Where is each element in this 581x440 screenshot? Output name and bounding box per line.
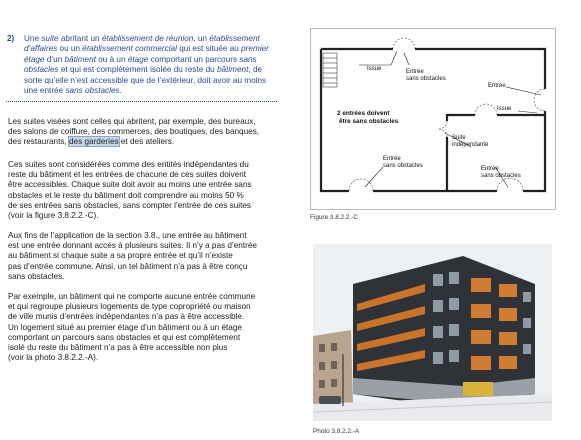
label-entree-bl-1: Entrée [383, 156, 401, 162]
building-photo [313, 244, 552, 421]
callout-text [24, 34, 276, 96]
building-photo-image [313, 244, 552, 421]
text-line: Par exemple, un bâtiment qui ne comporte aucune entrée commune [8, 292, 256, 301]
label-suite-1: Suite [452, 135, 466, 141]
emphasized-term: bâtiment [64, 54, 96, 64]
text-line: (voir la figure 3.8.2.2.-C). [8, 211, 99, 221]
text-line: être accessibles. Chaque suite doit avoir au moins une entrée sans [8, 180, 252, 190]
emphasized-term: bâtiment [216, 65, 249, 75]
selected-text[interactable]: des garderies [68, 137, 119, 147]
text-span: ou un [57, 44, 83, 54]
text-span: , de sorte qu’elle n’est accessible que de l’extérieur, doit avoir au moins une entrée [24, 65, 267, 96]
label-entree-br-1: Entrée [481, 166, 499, 172]
floor-plan-diagram [311, 29, 555, 209]
text-line: est une entrée donnant accès à plusieurs suites. Il n’y a pas d’entrée [8, 241, 257, 251]
label-issue-top: Issue [367, 66, 382, 72]
emphasized-term: sans obstacles [24, 54, 257, 75]
label-entree-top-1: Entrée [406, 69, 424, 75]
text-line: reste du bâtiment et les entrées de chacune de ces suites doivent [8, 170, 247, 180]
text-line: isolé du reste du bâtiment n’a pas à être accessible non plus [8, 343, 228, 353]
text-span: abritant un [58, 34, 102, 43]
emphasized-term: établissement commercial [82, 44, 177, 54]
paragraph-2 [8, 160, 276, 221]
paragraph-3 [8, 231, 276, 282]
paragraph-1 [8, 117, 276, 148]
text-line: (voir la photo 3.8.2.2.-A). [8, 353, 99, 363]
figure-caption: Figure 3.8.2.2.-C [310, 214, 358, 221]
text-line: Ces suites sont considérées comme des entités indépendantes du [8, 160, 249, 169]
text-line [8, 137, 276, 147]
label-entree-br-2: sans obstacles [481, 173, 521, 179]
label-center-2: être sans obstacles [339, 118, 399, 125]
label-center-1: 2 entrées doivent [337, 110, 390, 117]
label-issue-right: Issue [497, 106, 512, 112]
label-entree-right: Entrée [488, 83, 506, 89]
text-line: au bâtiment si chaque suite a sa propre entrée et qu’il n’existe [8, 251, 233, 261]
callout-number: 2) [7, 34, 15, 43]
label-suite-2: indépendante [452, 142, 489, 148]
emphasized-term: établissement de réunion [101, 34, 194, 43]
text-span: et qui est complètement isolée du reste du [58, 65, 217, 75]
text-span: , un [193, 34, 210, 43]
text-line: Les suites visées sont celles qui abritent, par exemple, des bureaux, [8, 117, 256, 126]
text-span: comportant un parcours [148, 54, 240, 64]
text-span: ou à un [95, 54, 128, 64]
label-entree-bl-2: sans obstacles [383, 163, 423, 169]
photo-caption: Photo 3.8.2.2.-A [313, 428, 360, 435]
text-line: de ses entrées sans obstacles, sans compter l’entrée de ces suites [8, 200, 252, 210]
text-span: qui est située au [176, 44, 242, 54]
floor-plan-figure [310, 28, 556, 210]
emphasized-term: sans obstacles [65, 86, 120, 96]
text-line: obstacles et le reste du bâtiment doit comprendre au moins 50 % [8, 190, 244, 200]
text-span: des restaurants, [8, 137, 69, 147]
label-entree-top-2: sans obstacles [406, 76, 446, 82]
emphasized-term: suite [41, 34, 59, 43]
text-line: Aux fins de l’application de la section 3.8., une entrée au bâtiment [8, 231, 247, 240]
text-span: . [119, 86, 122, 96]
text-line: pas d’entrée commune. Ainsi, un tel bâtiment n’a pas à être conçu [8, 261, 248, 271]
emphasized-term: établissement d’affaires [24, 34, 260, 54]
text-line: des salons de coiffure, des commerces, des boutiques, des banques, [8, 127, 260, 137]
text-line: sans obstacles. [8, 271, 65, 281]
text-span: Une [24, 34, 42, 43]
text-line: comportant un parcours sans obstacles et qui est complètement [8, 332, 241, 342]
text-line: et qui regroupe plusieurs logements de type copropriété ou maison [8, 302, 251, 312]
text-span: et des ateliers. [118, 137, 175, 147]
text-line: de ville munis d’entrées indépendantes n’a pas à être accessible. [8, 312, 245, 322]
emphasized-term: étage [127, 54, 149, 64]
text-span: d’un [44, 54, 65, 64]
text-line: Un logement situé au premier étage d’un bâtiment ou à un étage [8, 322, 242, 332]
emphasized-term: premier étage [24, 44, 269, 64]
callout-box [6, 26, 277, 102]
paragraph-4 [8, 292, 276, 363]
